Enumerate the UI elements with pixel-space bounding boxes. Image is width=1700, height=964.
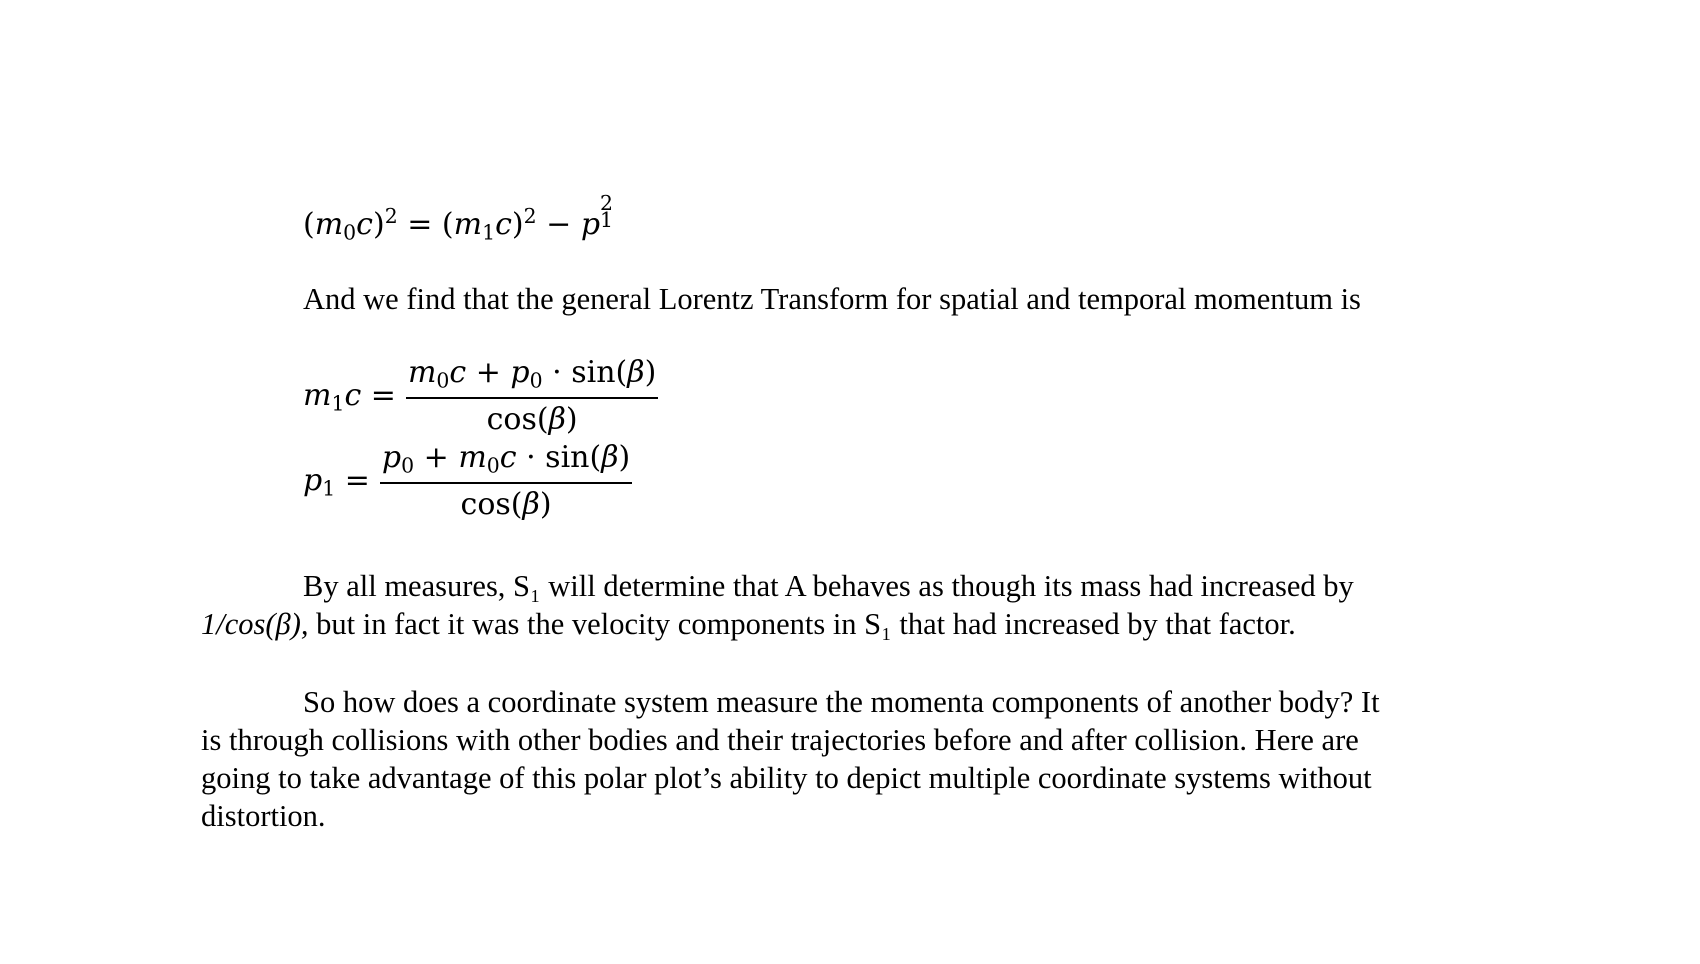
collisions-paragraph	[201, 683, 1380, 835]
mass-transform-lhs: $m_1c$ =	[303, 377, 396, 416]
momentum-transform-lhs: $p_1$ =	[303, 462, 370, 501]
collisions-line-4: distortion.	[201, 799, 326, 833]
measures-paragraph	[201, 567, 1354, 643]
momentum-transform-numerator: $p_0 + m_0c \cdot \sin(\beta)$	[381, 440, 631, 478]
momentum-transform-fraction	[380, 440, 632, 523]
momentum-transform-equation	[303, 440, 632, 523]
measures-line-2-rest: but in fact it was the velocity components in S₁ that had increased by that factor.	[308, 607, 1296, 641]
mass-transform-denominator: cos(β)	[486, 402, 578, 438]
intro-line: And we find that the general Lorentz Transform for spatial and temporal momentum is	[303, 282, 1361, 316]
collisions-line-2: is through collisions with other bodies and their trajectories before and after collision. Here are	[201, 723, 1359, 757]
collisions-line-3: going to take advantage of this polar plot’s ability to depict multiple coordinate systems without	[201, 761, 1372, 795]
mass-transform-fraction	[406, 355, 658, 438]
invariant-mass-equation: $(m_0c)^2 = (m_1c)^2 - p$ 2 1	[303, 190, 614, 245]
mass-transform-equation	[303, 355, 658, 438]
intro-paragraph	[303, 280, 1361, 318]
collisions-line-1: So how does a coordinate system measure the momenta components of another body? It	[303, 685, 1380, 719]
measures-line-2	[201, 605, 1354, 643]
momentum-transform-denominator: cos(β)	[460, 487, 552, 523]
measures-italic-factor: 1/cos(β),	[201, 607, 309, 641]
mass-transform-numerator: $m_0c + p_0 \cdot \sin(\beta)$	[407, 355, 657, 393]
measures-line-1: By all measures, S₁ will determine that A behaves as though its mass had increased by	[303, 569, 1354, 603]
